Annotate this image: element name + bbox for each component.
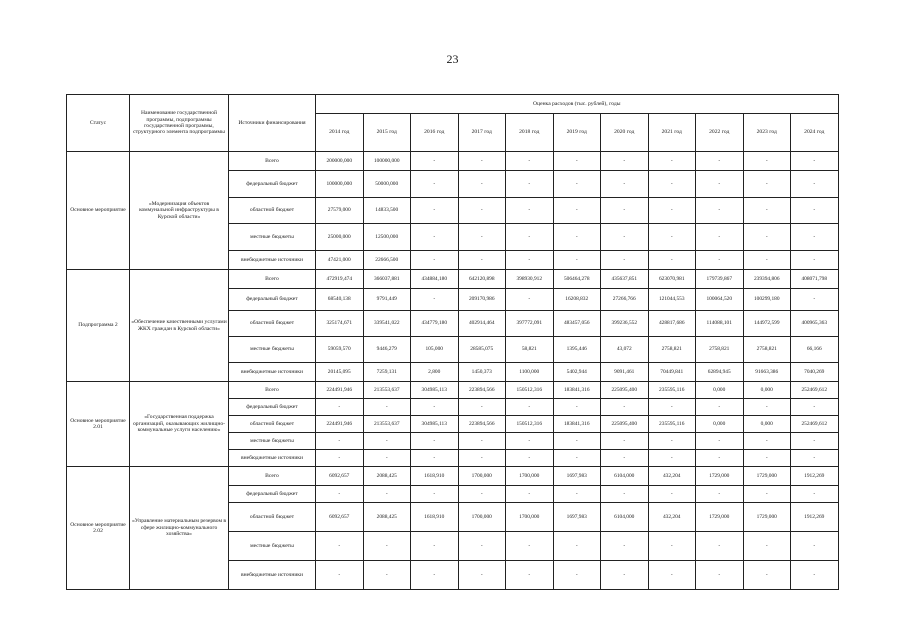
value-cell: - xyxy=(696,224,744,251)
value-cell: 506464,278 xyxy=(553,270,601,289)
value-cell: - xyxy=(506,433,554,450)
value-cell: - xyxy=(743,171,791,198)
value-cell: 339541,022 xyxy=(363,311,411,337)
table-header xyxy=(67,95,839,152)
funding-source: областной бюджет xyxy=(229,503,316,532)
value-cell: - xyxy=(696,532,744,561)
value-cell: - xyxy=(506,486,554,503)
value-cell: 100000,000 xyxy=(363,152,411,171)
value-cell: 2758,821 xyxy=(648,337,696,363)
value-cell: 2,800 xyxy=(411,363,459,382)
value-cell: 2758,821 xyxy=(743,337,791,363)
value-cell: - xyxy=(458,399,506,416)
header-year: 2021 год xyxy=(648,114,696,152)
value-cell: 223894,566 xyxy=(458,416,506,433)
value-cell: 483457,056 xyxy=(553,311,601,337)
value-cell: 1100,000 xyxy=(506,363,554,382)
funding-source: внебюджетные источники xyxy=(229,363,316,382)
value-cell: - xyxy=(411,224,459,251)
value-cell: - xyxy=(506,224,554,251)
value-cell: 121044,553 xyxy=(648,289,696,311)
table-body xyxy=(67,152,839,590)
value-cell: - xyxy=(791,171,839,198)
value-cell: 47421,000 xyxy=(316,251,364,270)
value-cell: 0,000 xyxy=(743,416,791,433)
funding-source: внебюджетные источники xyxy=(229,251,316,270)
value-cell: - xyxy=(363,561,411,590)
value-cell: - xyxy=(553,433,601,450)
value-cell: 0,000 xyxy=(743,382,791,399)
value-cell: 239394,806 xyxy=(743,270,791,289)
header-year: 2024 год xyxy=(791,114,839,152)
funding-source: федеральный бюджет xyxy=(229,171,316,198)
value-cell: - xyxy=(743,399,791,416)
value-cell: - xyxy=(601,198,649,224)
value-cell: 224491,946 xyxy=(316,416,364,433)
value-cell: 27579,000 xyxy=(316,198,364,224)
funding-source: Всего xyxy=(229,382,316,399)
value-cell: - xyxy=(648,198,696,224)
value-cell: - xyxy=(363,433,411,450)
value-cell: - xyxy=(553,561,601,590)
value-cell: 213553,637 xyxy=(363,416,411,433)
value-cell: 398930,912 xyxy=(506,270,554,289)
value-cell: 235595,116 xyxy=(648,416,696,433)
value-cell: - xyxy=(601,251,649,270)
value-cell: - xyxy=(553,224,601,251)
value-cell: 150512,316 xyxy=(506,382,554,399)
value-cell: 9446,279 xyxy=(363,337,411,363)
value-cell: 1729,000 xyxy=(743,467,791,486)
value-cell: - xyxy=(458,171,506,198)
value-cell: 5402,944 xyxy=(553,363,601,382)
value-cell: - xyxy=(791,433,839,450)
value-cell: 183841,316 xyxy=(553,382,601,399)
value-cell: 223894,566 xyxy=(458,382,506,399)
value-cell: 1395,446 xyxy=(553,337,601,363)
value-cell: 434779,180 xyxy=(411,311,459,337)
value-cell: 66,166 xyxy=(791,337,839,363)
value-cell: - xyxy=(601,224,649,251)
header-year: 2014 год xyxy=(316,114,364,152)
value-cell: 43,072 xyxy=(601,337,649,363)
table-row xyxy=(67,467,839,486)
value-cell: 0,000 xyxy=(696,382,744,399)
group-name: «Управление материальным резервом в сфере жилищно-коммунального хозяйства» xyxy=(130,467,229,590)
value-cell: - xyxy=(791,450,839,467)
header-year: 2023 год xyxy=(743,114,791,152)
value-cell: 144972,599 xyxy=(743,311,791,337)
value-cell: 428817,686 xyxy=(648,311,696,337)
value-cell: - xyxy=(506,532,554,561)
value-cell: 12500,000 xyxy=(363,224,411,251)
value-cell: - xyxy=(316,486,364,503)
funding-source: федеральный бюджет xyxy=(229,486,316,503)
value-cell: - xyxy=(411,171,459,198)
value-cell: - xyxy=(696,152,744,171)
value-cell: - xyxy=(743,486,791,503)
budget-table xyxy=(66,94,839,590)
header-year: 2022 год xyxy=(696,114,744,152)
value-cell: - xyxy=(743,198,791,224)
value-cell: 59059,570 xyxy=(316,337,364,363)
value-cell: 304985,113 xyxy=(411,382,459,399)
value-cell: - xyxy=(363,450,411,467)
value-cell: 68540,138 xyxy=(316,289,364,311)
funding-source: областной бюджет xyxy=(229,416,316,433)
value-cell: - xyxy=(411,399,459,416)
value-cell: 100299,180 xyxy=(743,289,791,311)
value-cell: 2088,425 xyxy=(363,503,411,532)
value-cell: - xyxy=(506,289,554,311)
funding-source: местные бюджеты xyxy=(229,433,316,450)
value-cell: 1729,000 xyxy=(696,503,744,532)
value-cell: - xyxy=(553,399,601,416)
value-cell: 70449,841 xyxy=(648,363,696,382)
header-row xyxy=(67,95,839,114)
value-cell: - xyxy=(648,224,696,251)
header-year: 2017 год xyxy=(458,114,506,152)
value-cell: - xyxy=(648,450,696,467)
value-cell: 22666,500 xyxy=(363,251,411,270)
table-row xyxy=(67,270,839,289)
value-cell: - xyxy=(743,450,791,467)
value-cell: - xyxy=(743,152,791,171)
value-cell: 1618,910 xyxy=(411,467,459,486)
group-status: Основное мероприятие xyxy=(67,152,130,270)
value-cell: - xyxy=(601,171,649,198)
value-cell: - xyxy=(648,433,696,450)
value-cell: 2088,425 xyxy=(363,467,411,486)
value-cell: - xyxy=(553,486,601,503)
value-cell: - xyxy=(601,486,649,503)
value-cell: - xyxy=(458,251,506,270)
value-cell: - xyxy=(506,198,554,224)
value-cell: 1700,000 xyxy=(506,467,554,486)
value-cell: 16208,832 xyxy=(553,289,601,311)
value-cell: 28585,075 xyxy=(458,337,506,363)
value-cell: - xyxy=(696,399,744,416)
value-cell: 7259,131 xyxy=(363,363,411,382)
value-cell: - xyxy=(316,399,364,416)
value-cell: 1700,000 xyxy=(506,503,554,532)
value-cell: - xyxy=(791,561,839,590)
value-cell: 6104,000 xyxy=(601,467,649,486)
value-cell: - xyxy=(506,152,554,171)
value-cell: 304985,113 xyxy=(411,416,459,433)
value-cell: - xyxy=(458,486,506,503)
group-name: «Государственная поддержка организаций, оказывающих жилищно-коммунальные услуги населению» xyxy=(130,382,229,467)
value-cell: 432,204 xyxy=(648,467,696,486)
value-cell: 235595,116 xyxy=(648,382,696,399)
funding-source: федеральный бюджет xyxy=(229,289,316,311)
value-cell: - xyxy=(506,399,554,416)
value-cell: 9091,461 xyxy=(601,363,649,382)
value-cell: - xyxy=(411,532,459,561)
value-cell: - xyxy=(506,561,554,590)
value-cell: - xyxy=(648,171,696,198)
value-cell: 252469,612 xyxy=(791,382,839,399)
header-estimate: Оценка расходов (тыс. рублей), годы xyxy=(316,95,839,114)
value-cell: - xyxy=(791,224,839,251)
value-cell: 225095,400 xyxy=(601,416,649,433)
value-cell: 209170,986 xyxy=(458,289,506,311)
funding-source: федеральный бюджет xyxy=(229,399,316,416)
value-cell: 0,000 xyxy=(696,416,744,433)
value-cell: 400965,363 xyxy=(791,311,839,337)
value-cell: - xyxy=(506,171,554,198)
funding-source: областной бюджет xyxy=(229,198,316,224)
value-cell: 1450,373 xyxy=(458,363,506,382)
value-cell: - xyxy=(316,532,364,561)
header-name: Наименование государственной программы, подпрограммы государственной программы, структурного элемента подпрограммы xyxy=(130,95,229,152)
value-cell: - xyxy=(458,198,506,224)
value-cell: - xyxy=(411,561,459,590)
value-cell: - xyxy=(743,224,791,251)
value-cell: - xyxy=(791,532,839,561)
value-cell: - xyxy=(743,251,791,270)
value-cell: 1912,269 xyxy=(791,503,839,532)
funding-source: местные бюджеты xyxy=(229,337,316,363)
header-year: 2019 год xyxy=(553,114,601,152)
value-cell: - xyxy=(601,532,649,561)
value-cell: - xyxy=(411,251,459,270)
value-cell: - xyxy=(601,152,649,171)
value-cell: 225095,400 xyxy=(601,382,649,399)
value-cell: - xyxy=(316,433,364,450)
group-name: «Обеспечение качественными услугами ЖКХ граждан в Курской области» xyxy=(130,270,229,382)
value-cell: 623070,981 xyxy=(648,270,696,289)
value-cell: 100000,000 xyxy=(316,171,364,198)
value-cell: 399236,552 xyxy=(601,311,649,337)
value-cell: - xyxy=(696,251,744,270)
value-cell: - xyxy=(791,152,839,171)
value-cell: 224491,946 xyxy=(316,382,364,399)
value-cell: - xyxy=(553,152,601,171)
value-cell: 1697,983 xyxy=(553,467,601,486)
value-cell: - xyxy=(601,399,649,416)
value-cell: - xyxy=(553,251,601,270)
value-cell: - xyxy=(553,171,601,198)
value-cell: - xyxy=(648,152,696,171)
value-cell: 434884,180 xyxy=(411,270,459,289)
value-cell: - xyxy=(553,198,601,224)
value-cell: - xyxy=(743,532,791,561)
value-cell: - xyxy=(791,198,839,224)
value-cell: 50000,000 xyxy=(363,171,411,198)
value-cell: 1618,910 xyxy=(411,503,459,532)
funding-source: внебюджетные источники xyxy=(229,450,316,467)
value-cell: - xyxy=(696,198,744,224)
value-cell: - xyxy=(411,433,459,450)
value-cell: 179739,867 xyxy=(696,270,744,289)
value-cell: - xyxy=(743,433,791,450)
value-cell: 62894,945 xyxy=(696,363,744,382)
value-cell: - xyxy=(458,433,506,450)
value-cell: - xyxy=(506,251,554,270)
value-cell: 200000,000 xyxy=(316,152,364,171)
value-cell: - xyxy=(648,486,696,503)
value-cell: 27266,766 xyxy=(601,289,649,311)
value-cell: 402914,464 xyxy=(458,311,506,337)
value-cell: - xyxy=(458,450,506,467)
funding-source: внебюджетные источники xyxy=(229,561,316,590)
value-cell: 58,821 xyxy=(506,337,554,363)
funding-source: Всего xyxy=(229,270,316,289)
value-cell: - xyxy=(458,224,506,251)
value-cell: 1729,000 xyxy=(743,503,791,532)
value-cell: - xyxy=(791,399,839,416)
value-cell: - xyxy=(411,152,459,171)
value-cell: - xyxy=(363,486,411,503)
header-year: 2015 год xyxy=(363,114,411,152)
value-cell: 1700,000 xyxy=(458,467,506,486)
value-cell: 114088,101 xyxy=(696,311,744,337)
table-row xyxy=(67,382,839,399)
funding-source: Всего xyxy=(229,152,316,171)
funding-source: областной бюджет xyxy=(229,311,316,337)
value-cell: 472919,474 xyxy=(316,270,364,289)
value-cell: 252469,612 xyxy=(791,416,839,433)
header-status: Статус xyxy=(67,95,130,152)
value-cell: 14833,500 xyxy=(363,198,411,224)
value-cell: - xyxy=(791,289,839,311)
value-cell: 91663,386 xyxy=(743,363,791,382)
value-cell: - xyxy=(601,561,649,590)
value-cell: 1912,269 xyxy=(791,467,839,486)
value-cell: - xyxy=(506,450,554,467)
value-cell: 1697,983 xyxy=(553,503,601,532)
group-status: Основное мероприятие 2.01 xyxy=(67,382,130,467)
value-cell: 6104,000 xyxy=(601,503,649,532)
header-year: 2020 год xyxy=(601,114,649,152)
value-cell: 105,000 xyxy=(411,337,459,363)
value-cell: 2758,821 xyxy=(696,337,744,363)
value-cell: - xyxy=(458,152,506,171)
value-cell: 1700,000 xyxy=(458,503,506,532)
value-cell: 642120,898 xyxy=(458,270,506,289)
value-cell: - xyxy=(458,561,506,590)
funding-source: местные бюджеты xyxy=(229,224,316,251)
value-cell: - xyxy=(696,171,744,198)
value-cell: - xyxy=(411,450,459,467)
value-cell: - xyxy=(316,450,364,467)
value-cell: - xyxy=(316,561,364,590)
value-cell: - xyxy=(601,433,649,450)
value-cell: 213553,637 xyxy=(363,382,411,399)
value-cell: 20145,095 xyxy=(316,363,364,382)
value-cell: 6092,657 xyxy=(316,503,364,532)
value-cell: 150512,316 xyxy=(506,416,554,433)
value-cell: - xyxy=(411,486,459,503)
value-cell: 397772,091 xyxy=(506,311,554,337)
value-cell: 366037,881 xyxy=(363,270,411,289)
group-name: «Модернизация объектов коммунальной инфраструктуры в Курской области» xyxy=(130,152,229,270)
value-cell: - xyxy=(553,532,601,561)
value-cell: - xyxy=(791,486,839,503)
value-cell: 100064,520 xyxy=(696,289,744,311)
value-cell: 183841,316 xyxy=(553,416,601,433)
value-cell: - xyxy=(648,561,696,590)
header-year: 2016 год xyxy=(411,114,459,152)
value-cell: 435637,851 xyxy=(601,270,649,289)
value-cell: - xyxy=(458,532,506,561)
table-row xyxy=(67,152,839,171)
value-cell: - xyxy=(601,450,649,467)
page-number: 23 xyxy=(446,52,459,66)
funding-source: Всего xyxy=(229,467,316,486)
value-cell: - xyxy=(411,289,459,311)
group-status: Основное мероприятие 2.02 xyxy=(67,467,130,590)
value-cell: 7040,269 xyxy=(791,363,839,382)
value-cell: - xyxy=(648,251,696,270)
value-cell: 325174,671 xyxy=(316,311,364,337)
value-cell: 408071,798 xyxy=(791,270,839,289)
value-cell: - xyxy=(648,399,696,416)
header-year: 2018 год xyxy=(506,114,554,152)
value-cell: - xyxy=(696,561,744,590)
value-cell: 432,204 xyxy=(648,503,696,532)
value-cell: 9791,449 xyxy=(363,289,411,311)
value-cell: - xyxy=(696,450,744,467)
funding-source: местные бюджеты xyxy=(229,532,316,561)
value-cell: - xyxy=(363,532,411,561)
value-cell: - xyxy=(411,198,459,224)
value-cell: - xyxy=(791,251,839,270)
group-status: Подпрограмма 2 xyxy=(67,270,130,382)
header-sources: Источники финансирования xyxy=(229,95,316,152)
value-cell: - xyxy=(553,450,601,467)
value-cell: - xyxy=(743,561,791,590)
value-cell: - xyxy=(696,433,744,450)
value-cell: - xyxy=(363,399,411,416)
value-cell: - xyxy=(648,532,696,561)
value-cell: - xyxy=(696,486,744,503)
value-cell: 25000,000 xyxy=(316,224,364,251)
value-cell: 1729,000 xyxy=(696,467,744,486)
value-cell: 6092,657 xyxy=(316,467,364,486)
